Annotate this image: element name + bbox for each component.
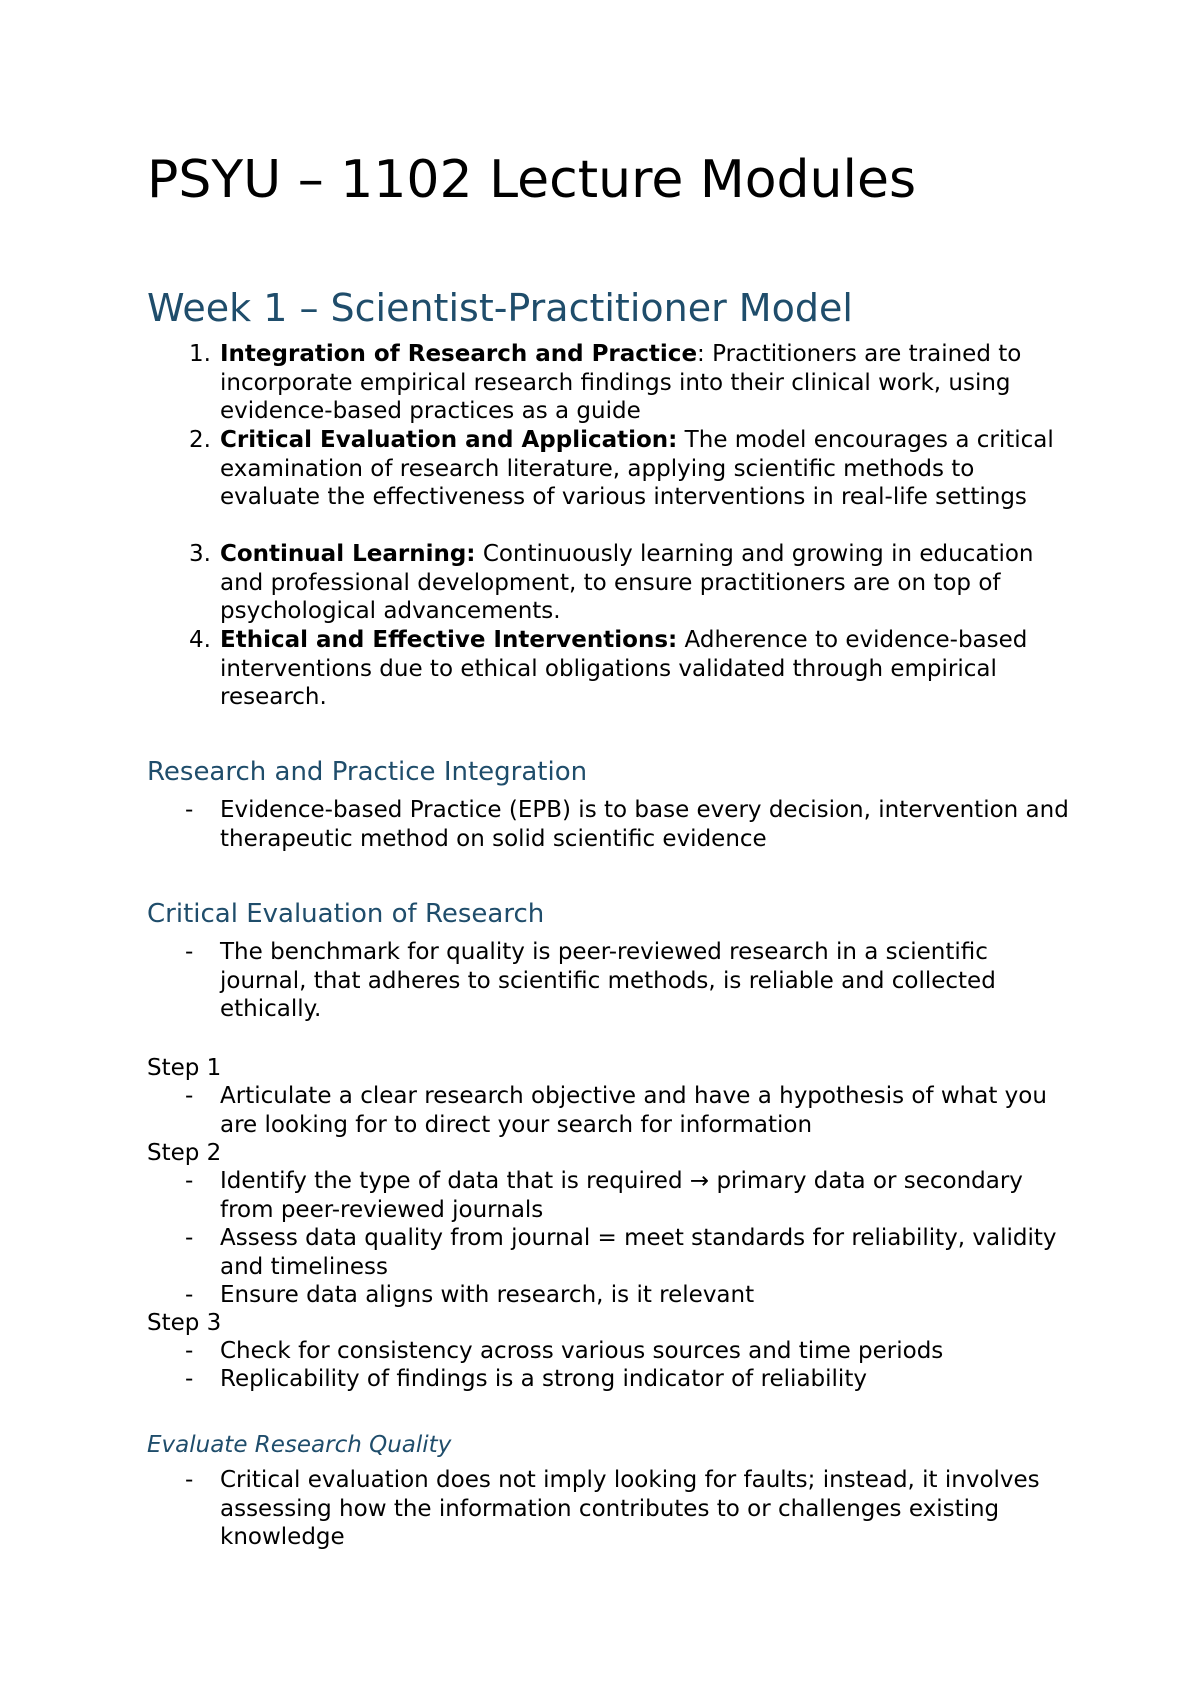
week1-heading: Week 1 – Scientist-Practitioner Model [147,286,853,330]
item-body: Adherence to evidence-based interventions due to ethical obligations validated through empirical research. [220,627,1028,710]
numbered-item [147,540,1077,626]
bullet-dash: - [185,1366,194,1392]
bullet-item [147,1337,1077,1366]
item-text [220,340,1077,426]
numbered-item [147,626,1077,712]
bullet-item [147,1466,1077,1552]
bullet-item [147,1365,1077,1394]
bullet-dash: - [185,1467,194,1493]
item-text [220,426,1077,512]
numbered-item [147,340,1077,426]
bullet-item [147,1082,1077,1139]
bullet-dash: - [185,1225,194,1251]
bullet-text: Ensure data aligns with research, is it relevant [220,1282,755,1308]
item-number: 2. [189,427,211,453]
bullet-dash: - [185,1168,194,1194]
step-label: Step 1 [147,1055,222,1081]
bullet-text: Articulate a clear research objective and have a hypothesis of what you are looking for to direct your search for information [220,1083,1047,1138]
bullet-dash: - [185,1282,194,1308]
step-label: Step 3 [147,1310,222,1336]
section-heading-evaluate-quality: Evaluate Research Quality [147,1432,452,1458]
bullet-text: Evidence-based Practice (EPB) is to base every decision, intervention and therapeutic method on solid scientific evidence [220,797,1069,852]
item-text [220,626,1077,712]
item-lead: Continual Learning: [220,541,476,567]
numbered-item [147,426,1077,512]
item-number: 4. [189,627,211,653]
item-body: Continuously learning and growing in education and professional development, to ensure practitioners are on top of psychological advancements. [220,541,1034,624]
step-label: Step 2 [147,1140,222,1166]
bullet-dash: - [185,797,194,823]
item-lead: Ethical and Effective Interventions: [220,627,678,653]
bullet-text: Critical evaluation does not imply looking for faults; instead, it involves assessing how the information contributes to or challenges existing knowledge [220,1467,1040,1550]
bullet-item [147,1167,1077,1224]
bullet-text: The benchmark for quality is peer-reviewed research in a scientific journal, that adheres to scientific methods, is reliable and collected ethically. [220,939,996,1022]
item-body: The model encourages a critical examination of research literature, applying scientific methods to evaluate the effectiveness of various interventions in real-life settings [220,427,1054,510]
bullet-dash: - [185,1338,194,1364]
item-text [220,540,1077,626]
bullet-dash: - [185,939,194,965]
bullet-item [147,796,1077,853]
item-lead: Critical Evaluation and Application: [220,427,678,453]
document-title: PSYU – 1102 Lecture Modules [147,150,917,210]
section-heading-critical-evaluation: Critical Evaluation of Research [147,899,545,929]
item-number: 3. [189,541,211,567]
bullet-text: Replicability of findings is a strong indicator of reliability [220,1366,867,1392]
bullet-item [147,938,1077,1024]
bullet-text: Identify the type of data that is required → primary data or secondary from peer-reviewed journals [220,1168,1023,1223]
item-body: : Practitioners are trained to incorporate empirical research findings into their clinical work, using evidence-based practices as a guide [220,341,1022,424]
bullet-dash: - [185,1083,194,1109]
section-heading-research-practice: Research and Practice Integration [147,757,588,787]
bullet-text: Check for consistency across various sources and time periods [220,1338,944,1364]
item-lead: Integration of Research and Practice [220,341,698,367]
item-number: 1. [189,341,211,367]
bullet-item [147,1224,1077,1281]
bullet-item [147,1281,1077,1310]
bullet-text: Assess data quality from journal = meet standards for reliability, validity and timeliness [220,1225,1057,1280]
